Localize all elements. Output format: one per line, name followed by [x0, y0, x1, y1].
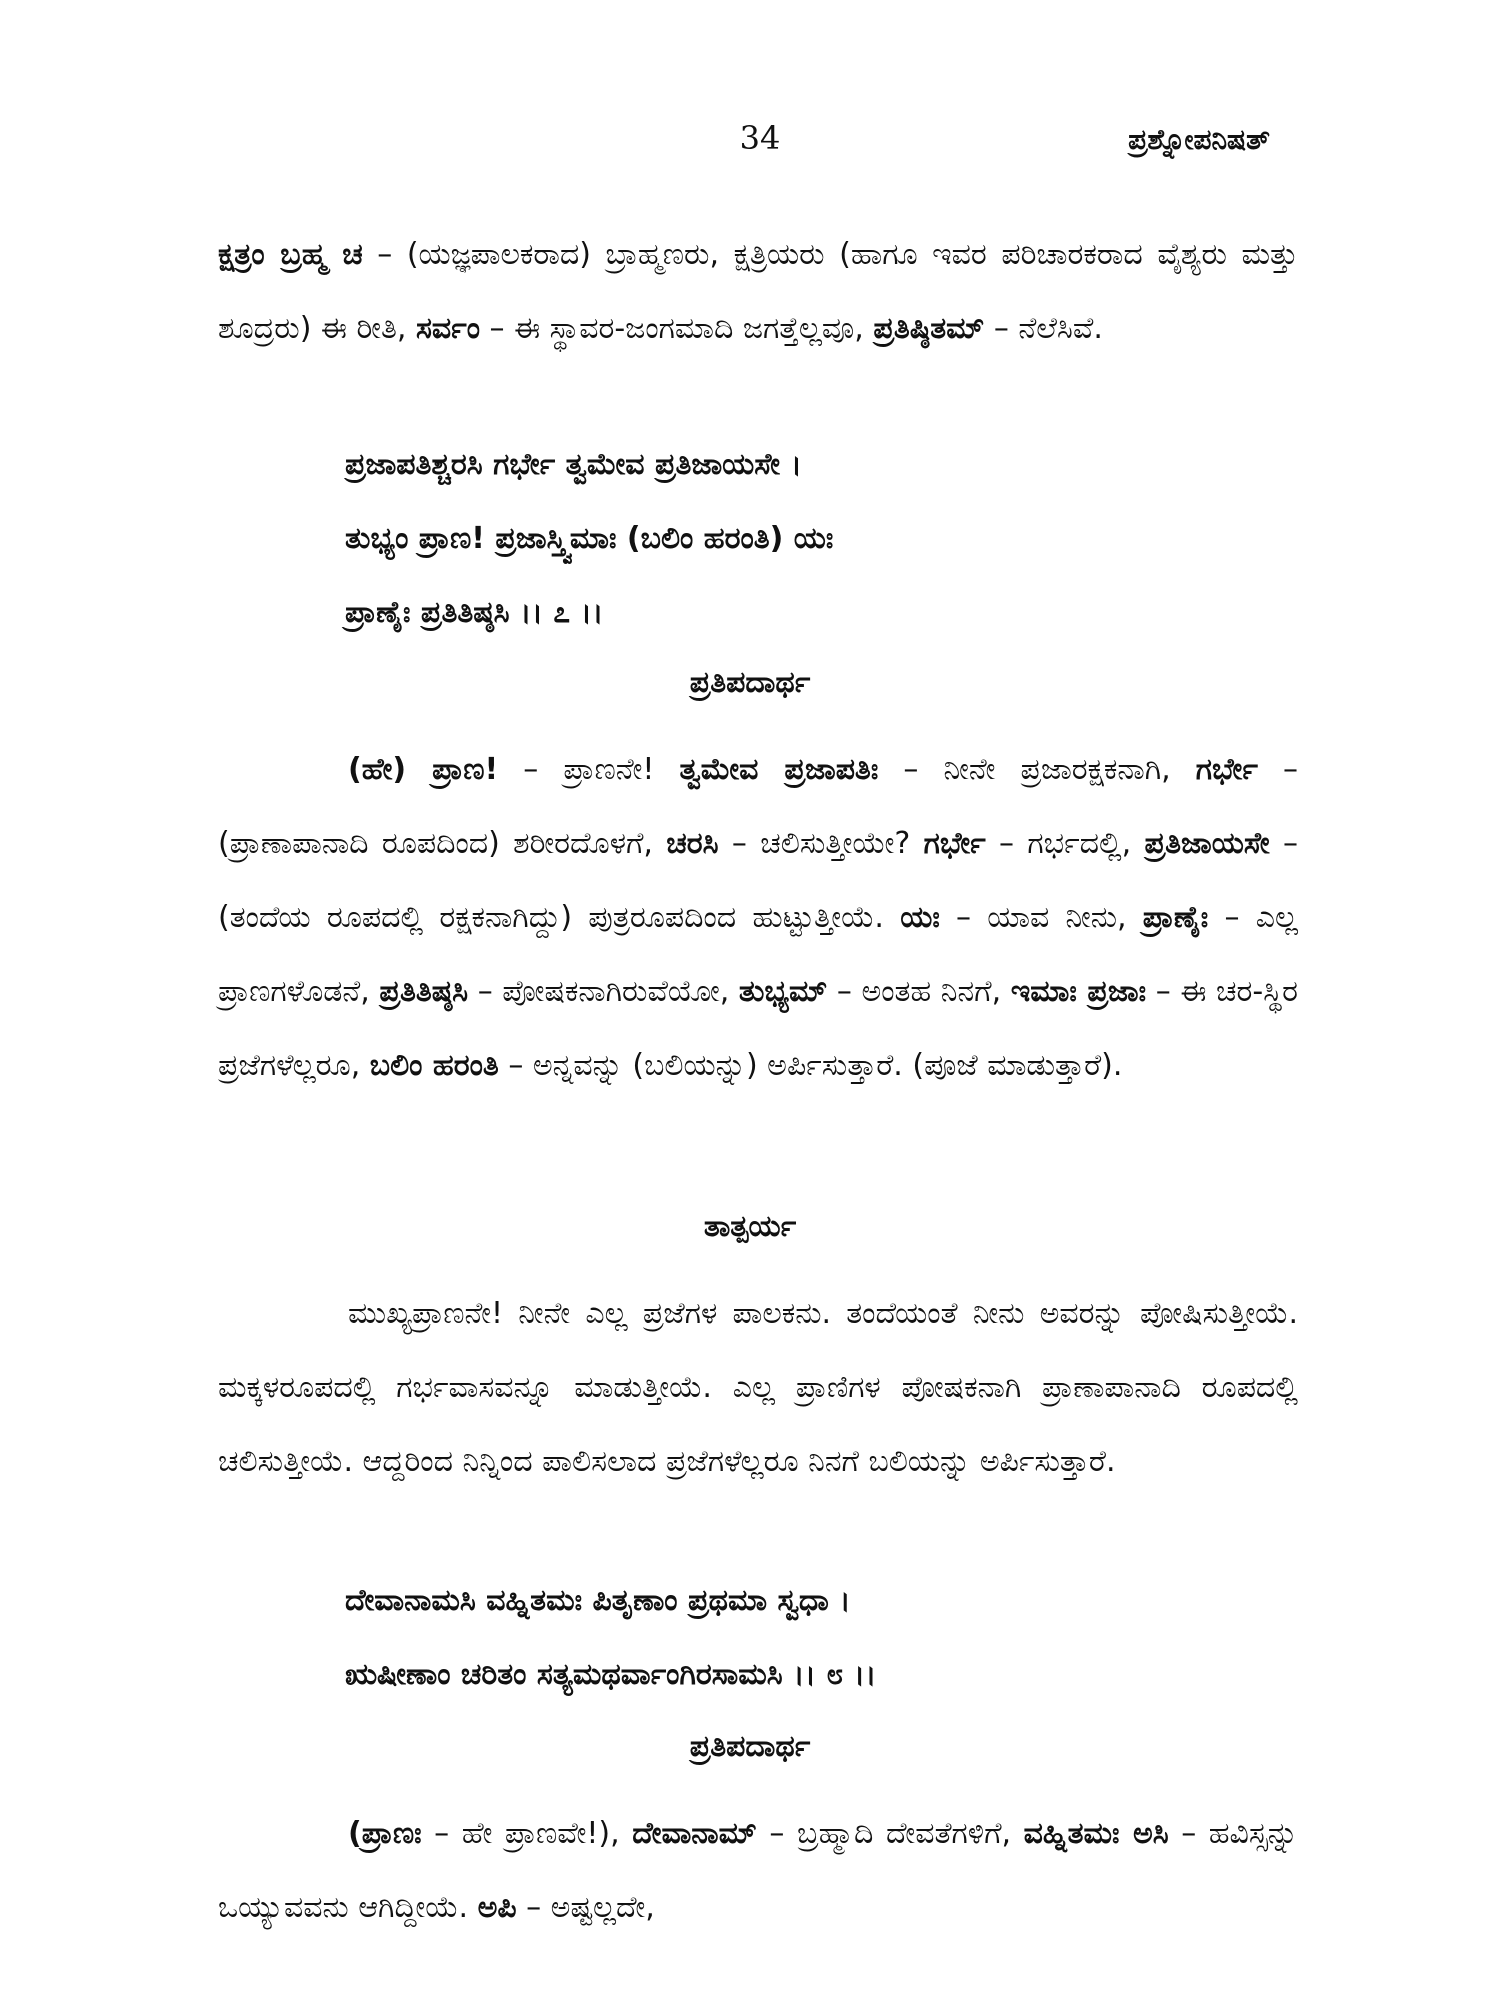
gloss: – ನೆಲೆಸಿವೆ.	[984, 311, 1103, 346]
verse-line: ಋಷೀಣಾಂ ಚರಿತಂ ಸತ್ಯಮಥರ್ವಾಂಗಿರಸಾಮಸಿ ।। ೮ ।।	[345, 1657, 877, 1692]
term: ಬಲಿಂ ಹರಂತಿ	[369, 1048, 499, 1083]
verse-7	[345, 428, 1245, 650]
gloss: – ಎಲ್ಲ ಪ್ರಾಣಗಳೊಡನೆ,	[218, 900, 1298, 1009]
gloss: – ಈ ಸ್ಥಾವರ-ಜಂಗಮಾದಿ ಜಗತ್ತೆಲ್ಲವೂ,	[480, 311, 874, 346]
section-heading-word-meaning: ಪ್ರತಿಪದಾರ್ಥ	[689, 665, 811, 700]
gloss: – ಅಷ್ಟಲ್ಲದೇ,	[516, 1890, 655, 1925]
term: ಗರ್ಭೇ	[923, 826, 986, 861]
gloss: – ಅಂತಹ ನಿನಗೆ,	[827, 974, 1011, 1009]
gloss: – ಹವಿಸ್ಸನ್ನು ಒಯ್ಯುವವನು ಆಗಿದ್ದೀಯೆ.	[218, 1816, 1298, 1925]
term: ಕ್ಷತ್ರಂ ಬ್ರಹ್ಮ ಚ	[218, 237, 363, 272]
gloss: – ಈ ಚರ-ಸ್ಥಿರ ಪ್ರಜೆಗಳೆಲ್ಲರೂ,	[218, 974, 1298, 1083]
term: ಗರ್ಭೇ	[1195, 752, 1258, 787]
page-header	[0, 118, 1500, 178]
paragraph-word-meaning-2	[218, 1797, 1298, 1945]
gloss: – (ಯಜ್ಞಪಾಲಕರಾದ) ಬ್ರಾಹ್ಮಣರು, ಕ್ಷತ್ರಿಯರು (ಹಾಗೂ ಇವರ ಪರಿಚಾರಕರಾದ ವೈಶ್ಯರು ಮತ್ತು ಶೂದ್ರರು) ಈ ರೀತಿ,	[218, 237, 1298, 346]
page-number: 34	[739, 119, 781, 157]
gloss: – (ಪ್ರಾಣಾಪಾನಾದಿ ರೂಪದಿಂದ) ಶರೀರದೊಳಗೆ,	[218, 752, 1298, 861]
gloss: – ಗರ್ಭದಲ್ಲಿ,	[985, 826, 1145, 861]
term: ತ್ವಮೇವ ಪ್ರಜಾಪತಿಃ	[679, 752, 879, 787]
section-heading-word-meaning-2: ಪ್ರತಿಪದಾರ್ಥ	[689, 1729, 811, 1764]
term: ಪ್ರತಿಜಾಯಸೇ	[1144, 826, 1270, 861]
verse-line: ದೇವಾನಾಮಸಿ ವಹ್ನಿತಮಃ ಪಿತೃಣಾಂ ಪ್ರಥಮಾ ಸ್ವಧಾ ।	[345, 1583, 851, 1618]
running-title: ಪ್ರಶ್ನೋಪನಿಷತ್	[1128, 123, 1270, 156]
term: ವಹ್ನಿತಮಃ ಅಸಿ	[1023, 1816, 1169, 1851]
term: ಅಪಿ	[477, 1890, 517, 1925]
verse-line: ಪ್ರಜಾಪತಿಶ್ಚರಸಿ ಗರ್ಭೇ ತ್ವಮೇವ ಪ್ರತಿಜಾಯಸೇ ।	[345, 447, 802, 482]
term: ತುಭ್ಯಮ್	[738, 974, 828, 1009]
term: ಪ್ರತಿತಿಷ್ಠಸಿ	[379, 974, 469, 1009]
paragraph-meaning: ಮುಖ್ಯಪ್ರಾಣನೇ! ನೀನೇ ಎಲ್ಲ ಪ್ರಜೆಗಳ ಪಾಲಕನು. ತಂದೆಯಂತೆ ನೀನು ಅವರನ್ನು ಪೋಷಿಸುತ್ತೀಯೆ. ಮಕ್ಕಳರೂಪದಲ್ಲಿ ಗರ್ಭವಾಸವನ್ನೂ ಮಾಡುತ್ತೀಯೆ. ಎಲ್ಲ ಪ್ರಾಣಿಗಳ ಪೋಷಕನಾಗಿ ಪ್ರಾಣಾಪಾನಾದಿ ರೂಪದಲ್ಲಿ ಚಲಿಸುತ್ತೀಯೆ. ಆದ್ದರಿಂದ ನಿನ್ನಿಂದ ಪಾಲಿಸಲಾದ ಪ್ರಜೆಗಳೆಲ್ಲರೂ ನಿನಗೆ ಬಲಿಯನ್ನು ಅರ್ಪಿಸುತ್ತಾರೆ.	[218, 1296, 1298, 1479]
verse-line: ಪ್ರಾಣೈಃ ಪ್ರತಿತಿಷ್ಠಸಿ ।। ೭ ।।	[345, 595, 604, 630]
verse-line: ತುಭ್ಯಂ ಪ್ರಾಣ! ಪ್ರಜಾಸ್ತ್ವಿಮಾಃ (ಬಲಿಂ ಹರಂತಿ) ಯಃ	[345, 521, 834, 556]
verse-8	[345, 1564, 1245, 1712]
term: ಚರಸಿ	[666, 826, 719, 861]
term: (ಹೇ) ಪ್ರಾಣ!	[348, 752, 499, 787]
term: ಯಃ	[900, 900, 940, 935]
section-heading-meaning: ತಾತ್ಪರ್ಯ	[703, 1209, 797, 1244]
term: ಪ್ರಾಣೈಃ	[1142, 900, 1209, 935]
paragraph-word-meaning-1	[218, 733, 1298, 1103]
gloss: – ಪೋಷಕನಾಗಿರುವೆಯೋ,	[468, 974, 739, 1009]
gloss: – ಬ್ರಹ್ಮಾದಿ ದೇವತೆಗಳಿಗೆ,	[756, 1816, 1024, 1851]
gloss: – ಅನ್ನವನ್ನು (ಬಲಿಯನ್ನು) ಅರ್ಪಿಸುತ್ತಾರೆ. (ಪೂಜೆ ಮಾಡುತ್ತಾರೆ).	[498, 1048, 1123, 1083]
gloss: – ಚಲಿಸುತ್ತೀಯೇ?	[718, 826, 924, 861]
term: ಸರ್ವಂ	[415, 311, 480, 346]
gloss: – ಯಾವ ನೀನು,	[939, 900, 1143, 935]
gloss: – ಪ್ರಾಣನೇ!	[498, 752, 680, 787]
term: (ಪ್ರಾಣಃ	[348, 1816, 422, 1851]
gloss: – (ತಂದೆಯ ರೂಪದಲ್ಲಿ ರಕ್ಷಕನಾಗಿದ್ದು) ಪುತ್ರರೂಪದಿಂದ ಹುಟ್ಟುತ್ತೀಯೆ.	[218, 826, 1298, 935]
term: ಪ್ರತಿಷ್ಠಿತಮ್	[873, 311, 985, 346]
paragraph-commentary-1	[218, 218, 1298, 366]
term: ಇಮಾಃ ಪ್ರಜಾಃ	[1010, 974, 1147, 1009]
gloss: – ನೀನೇ ಪ್ರಜಾರಕ್ಷಕನಾಗಿ,	[878, 752, 1196, 787]
gloss: – ಹೇ ಪ್ರಾಣವೇ!),	[421, 1816, 633, 1851]
term: ದೇವಾನಾಮ್	[632, 1816, 757, 1851]
